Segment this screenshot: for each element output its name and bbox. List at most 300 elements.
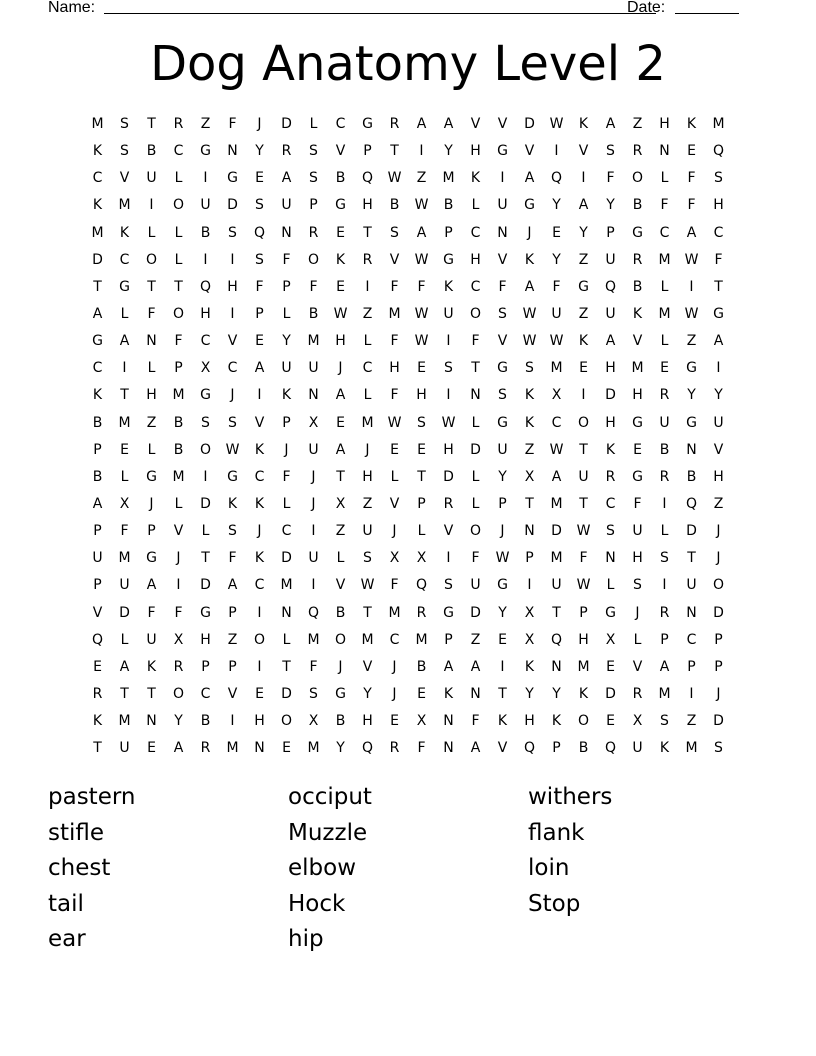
grid-cell: V	[254, 414, 265, 431]
grid-cell: R	[416, 604, 427, 621]
grid-cell: P	[444, 224, 453, 241]
grid-cell: G	[713, 305, 724, 322]
grid-cell: K	[470, 170, 481, 187]
grid-cell: A	[281, 170, 292, 187]
grid-cell: N	[497, 224, 508, 241]
grid-cell: D	[713, 713, 724, 730]
grid-cell: P	[606, 224, 615, 241]
grid-cell: U	[146, 170, 157, 187]
grid-cell: N	[605, 550, 616, 567]
grid-cell: M	[577, 658, 590, 675]
grid-cell: M	[712, 116, 725, 132]
grid-cell: R	[389, 116, 400, 132]
grid-cell: B	[659, 441, 670, 458]
grid-cell: Z	[578, 251, 589, 268]
grid-cell: S	[228, 224, 237, 241]
grid-cell: T	[579, 495, 588, 512]
grid-cell: O	[577, 414, 590, 431]
grid-cell: Q	[523, 740, 536, 757]
grid-cell: W	[333, 305, 348, 322]
grid-cell: P	[255, 305, 264, 322]
grid-cell: C	[200, 685, 211, 702]
grid-cell: S	[444, 577, 453, 594]
grid-cell: P	[228, 658, 237, 675]
grid-cell: G	[497, 360, 508, 377]
grid-cell: E	[687, 143, 696, 160]
grid-cell: A	[551, 468, 562, 485]
grid-cell: T	[363, 604, 372, 621]
grid-cell: K	[686, 116, 697, 132]
grid-cell: N	[308, 387, 319, 404]
grid-cell: Z	[335, 523, 346, 540]
grid-cell: A	[335, 387, 346, 404]
grid-cell: A	[227, 577, 238, 594]
grid-cell: D	[281, 550, 292, 567]
grid-cell: Q	[253, 224, 266, 241]
grid-cell: F	[228, 550, 237, 567]
grid-cell: I	[203, 468, 208, 485]
grid-cell: P	[309, 197, 318, 214]
grid-cell: S	[633, 577, 642, 594]
grid-cell: F	[417, 740, 426, 757]
grid-cell: S	[120, 143, 129, 160]
grid-cell: S	[390, 224, 399, 241]
grid-cell: E	[255, 170, 264, 187]
grid-cell: D	[119, 604, 130, 621]
grid-cell: E	[282, 740, 291, 757]
grid-cell: U	[605, 251, 616, 268]
grid-cell: T	[147, 685, 156, 702]
grid-cell: Q	[199, 278, 212, 295]
grid-cell: H	[416, 387, 427, 404]
grid-cell: A	[605, 116, 616, 132]
grid-cell: M	[658, 685, 671, 702]
word-item: stifle	[48, 819, 105, 846]
grid-row	[84, 603, 732, 630]
grid-cell: T	[498, 685, 507, 702]
grid-cell: M	[442, 170, 455, 187]
grid-cell: X	[524, 604, 535, 621]
grid-cell: U	[362, 523, 373, 540]
grid-cell: L	[201, 523, 210, 540]
grid-cell: X	[389, 550, 400, 567]
grid-cell: L	[120, 631, 129, 648]
grid-cell: C	[254, 577, 265, 594]
grid-cell: S	[444, 360, 453, 377]
grid-cell: C	[389, 631, 400, 648]
grid-cell: P	[579, 604, 588, 621]
grid-cell: F	[471, 713, 480, 730]
grid-cell: R	[389, 740, 400, 757]
grid-cell: J	[527, 224, 532, 241]
grid-cell: D	[605, 387, 616, 404]
grid-cell: R	[659, 387, 670, 404]
grid-cell: L	[174, 495, 183, 512]
grid-cell: E	[417, 685, 426, 702]
grid-cell: J	[716, 550, 721, 567]
grid-cell: B	[443, 197, 454, 214]
grid-cell: F	[309, 278, 318, 295]
grid-cell: U	[308, 441, 319, 458]
grid-cell: L	[660, 170, 669, 187]
grid-cell: L	[174, 251, 183, 268]
grid-cell: R	[632, 251, 643, 268]
date-blank[interactable]	[675, 13, 739, 14]
grid-cell: V	[227, 333, 238, 350]
grid-cell: L	[660, 333, 669, 350]
grid-cell: F	[660, 197, 669, 214]
grid-cell: G	[632, 468, 643, 485]
grid-cell: W	[414, 305, 429, 322]
grid-row	[84, 711, 732, 738]
grid-cell: G	[605, 604, 616, 621]
grid-cell: S	[714, 170, 723, 187]
grid-cell: W	[522, 333, 537, 350]
grid-cell: S	[498, 305, 507, 322]
grid-row	[84, 738, 732, 765]
grid-cell: N	[254, 740, 265, 757]
grid-cell: O	[631, 170, 644, 187]
grid-cell: R	[632, 685, 643, 702]
grid-cell: V	[119, 170, 130, 187]
grid-cell: U	[605, 305, 616, 322]
grid-cell: E	[660, 360, 669, 377]
grid-cell: Y	[282, 333, 291, 350]
grid-cell: P	[687, 658, 696, 675]
grid-cell: N	[524, 523, 535, 540]
grid-cell: T	[363, 224, 372, 241]
grid-row	[84, 331, 732, 358]
name-blank[interactable]	[104, 13, 656, 14]
word-item: Muzzle	[288, 819, 368, 846]
grid-cell: R	[659, 604, 670, 621]
grid-cell: W	[684, 305, 699, 322]
grid-cell: U	[119, 740, 130, 757]
grid-cell: V	[389, 495, 400, 512]
grid-cell: U	[497, 197, 508, 214]
grid-cell: U	[281, 360, 292, 377]
grid-cell: O	[280, 713, 293, 730]
grid-cell: W	[387, 414, 402, 431]
grid-cell: H	[146, 387, 157, 404]
grid-cell: Y	[336, 740, 345, 757]
grid-cell: M	[280, 577, 293, 594]
grid-cell: D	[524, 116, 535, 132]
grid-cell: G	[200, 387, 211, 404]
grid-cell: L	[120, 305, 129, 322]
grid-cell: A	[659, 658, 670, 675]
grid-cell: X	[335, 495, 346, 512]
grid-cell: U	[119, 577, 130, 594]
grid-cell: Q	[91, 631, 104, 648]
grid-cell: W	[549, 333, 564, 350]
grid-cell: H	[389, 360, 400, 377]
grid-cell: K	[92, 197, 103, 214]
grid-cell: U	[632, 740, 643, 757]
grid-cell: Y	[687, 387, 696, 404]
grid-cell: J	[716, 685, 721, 702]
grid-cell: I	[257, 658, 262, 675]
grid-cell: B	[578, 740, 589, 757]
grid-cell: L	[417, 523, 426, 540]
grid-cell: I	[203, 251, 208, 268]
grid-cell: M	[658, 251, 671, 268]
grid-cell: A	[605, 333, 616, 350]
grid-cell: S	[417, 414, 426, 431]
grid-cell: X	[119, 495, 130, 512]
grid-cell: B	[389, 197, 400, 214]
grid-cell: U	[497, 441, 508, 458]
grid-cell: H	[632, 387, 643, 404]
grid-cell: X	[524, 468, 535, 485]
grid-cell: P	[363, 143, 372, 160]
grid-cell: T	[147, 278, 156, 295]
word-item: chest	[48, 855, 111, 882]
grid-cell: S	[498, 387, 507, 404]
grid-cell: L	[174, 170, 183, 187]
grid-cell: Y	[363, 685, 372, 702]
grid-cell: F	[255, 278, 264, 295]
grid-cell: I	[257, 604, 262, 621]
grid-cell: N	[551, 658, 562, 675]
grid-cell: T	[417, 468, 426, 485]
grid-cell: M	[631, 360, 644, 377]
grid-row	[84, 575, 732, 602]
page-title: Dog Anatomy Level 2	[150, 36, 666, 92]
grid-cell: A	[416, 224, 427, 241]
grid-cell: H	[659, 116, 670, 132]
grid-cell: J	[311, 468, 316, 485]
grid-cell: K	[524, 658, 535, 675]
grid-cell: X	[605, 631, 616, 648]
grid-cell: X	[551, 387, 562, 404]
grid-cell: N	[686, 604, 697, 621]
grid-cell: U	[200, 197, 211, 214]
grid-cell: H	[470, 251, 481, 268]
grid-cell: K	[632, 305, 643, 322]
grid-cell: R	[308, 224, 319, 241]
grid-cell: H	[605, 360, 616, 377]
grid-cell: D	[281, 116, 292, 132]
grid-cell: L	[120, 468, 129, 485]
grid-cell: Y	[714, 387, 723, 404]
grid-cell: N	[443, 740, 454, 757]
grid-cell: Y	[552, 685, 561, 702]
grid-cell: I	[257, 387, 262, 404]
grid-cell: S	[201, 414, 210, 431]
grid-cell: O	[712, 577, 725, 594]
grid-cell: S	[255, 197, 264, 214]
grid-cell: C	[713, 224, 724, 241]
grid-cell: T	[93, 740, 102, 757]
grid-cell: V	[497, 333, 508, 350]
grid-cell: B	[335, 713, 346, 730]
grid-cell: W	[549, 116, 564, 132]
grid-cell: A	[578, 197, 589, 214]
grid-cell: I	[662, 495, 667, 512]
grid-cell: P	[93, 441, 102, 458]
grid-cell: A	[335, 441, 346, 458]
grid-cell: L	[660, 523, 669, 540]
grid-cell: H	[227, 278, 238, 295]
word-column	[48, 780, 268, 958]
grid-row	[84, 413, 732, 440]
grid-cell: D	[227, 197, 238, 214]
grid-cell: I	[581, 170, 586, 187]
grid-cell: D	[686, 523, 697, 540]
grid-cell: E	[606, 658, 615, 675]
word-item: withers	[528, 784, 613, 810]
grid-cell: Q	[604, 278, 617, 295]
grid-cell: I	[122, 360, 127, 377]
grid-cell: H	[470, 143, 481, 160]
grid-cell: K	[92, 143, 103, 160]
grid-cell: C	[173, 143, 184, 160]
grid-cell: N	[443, 713, 454, 730]
grid-cell: V	[443, 523, 454, 540]
grid-cell: T	[579, 441, 588, 458]
word-item: elbow	[288, 855, 357, 882]
grid-cell: G	[362, 116, 373, 132]
grid-cell: E	[336, 278, 345, 295]
grid-cell: F	[147, 604, 156, 621]
grid-cell: R	[92, 685, 103, 702]
grid-cell: S	[120, 116, 129, 132]
grid-cell: K	[254, 550, 265, 567]
grid-cell: G	[92, 333, 103, 350]
grid-cell: S	[660, 550, 669, 567]
grid-cell: L	[471, 197, 480, 214]
grid-cell: M	[118, 414, 131, 431]
grid-cell: L	[633, 631, 642, 648]
grid-cell: G	[335, 685, 346, 702]
grid-cell: P	[444, 631, 453, 648]
grid-cell: H	[362, 713, 373, 730]
grid-cell: G	[119, 278, 130, 295]
grid-cell: M	[388, 604, 401, 621]
grid-cell: H	[605, 414, 616, 431]
grid-cell: E	[255, 685, 264, 702]
grid-cell: B	[92, 468, 103, 485]
grid-cell: K	[281, 387, 292, 404]
word-column	[288, 780, 508, 958]
grid-cell: T	[714, 278, 723, 295]
grid-cell: M	[550, 550, 563, 567]
grid-cell: E	[390, 441, 399, 458]
grid-cell: T	[282, 658, 291, 675]
grid-cell: F	[498, 278, 507, 295]
grid-cell: G	[632, 224, 643, 241]
grid-cell: U	[443, 305, 454, 322]
grid-cell: T	[147, 116, 156, 132]
grid-cell: E	[417, 441, 426, 458]
grid-cell: K	[119, 224, 130, 241]
grid-cell: D	[713, 604, 724, 621]
grid-cell: K	[524, 414, 535, 431]
grid-cell: W	[441, 414, 456, 431]
grid-cell: V	[497, 251, 508, 268]
date-label: Date:	[627, 0, 666, 16]
grid-cell: P	[282, 414, 291, 431]
word-item: occiput	[288, 784, 372, 810]
grid-cell: A	[146, 577, 157, 594]
grid-cell: X	[632, 713, 643, 730]
grid-cell: C	[470, 224, 481, 241]
grid-cell: W	[522, 305, 537, 322]
grid-cell: S	[309, 170, 318, 187]
grid-cell: J	[716, 523, 721, 540]
grid-cell: A	[416, 116, 427, 132]
grid-cell: K	[497, 713, 508, 730]
grid-row	[84, 168, 732, 195]
grid-cell: G	[146, 468, 157, 485]
grid-cell: A	[443, 658, 454, 675]
grid-cell: K	[92, 387, 103, 404]
grid-cell: H	[713, 468, 724, 485]
grid-cell: Y	[525, 685, 534, 702]
grid-cell: Z	[362, 495, 373, 512]
grid-cell: X	[200, 360, 211, 377]
grid-cell: D	[470, 441, 481, 458]
grid-cell: I	[446, 333, 451, 350]
grid-cell: M	[91, 116, 104, 132]
grid-cell: G	[524, 197, 535, 214]
word-item: Stop	[528, 890, 581, 917]
grid-cell: Z	[416, 170, 427, 187]
grid-cell: Z	[470, 631, 481, 648]
grid-cell: Q	[550, 631, 563, 648]
grid-cell: Y	[498, 468, 507, 485]
grid-cell: G	[497, 143, 508, 160]
grid-cell: W	[387, 170, 402, 187]
grid-cell: J	[500, 523, 505, 540]
grid-cell: U	[146, 631, 157, 648]
name-label: Name:	[48, 0, 96, 16]
grid-cell: G	[578, 278, 589, 295]
grid-row	[84, 494, 732, 521]
grid-cell: G	[146, 550, 157, 567]
grid-cell: G	[200, 143, 211, 160]
grid-row	[84, 684, 732, 711]
grid-cell: G	[686, 414, 697, 431]
grid-cell: G	[200, 604, 211, 621]
grid-cell: U	[551, 305, 562, 322]
grid-cell: B	[173, 414, 184, 431]
grid-cell: S	[525, 360, 534, 377]
grid-cell: D	[443, 468, 454, 485]
grid-cell: T	[93, 278, 102, 295]
grid-cell: N	[146, 713, 157, 730]
grid-cell: A	[524, 170, 535, 187]
grid-cell: T	[390, 143, 399, 160]
grid-cell: L	[471, 414, 480, 431]
grid-cell: R	[362, 251, 373, 268]
grid-cell: S	[228, 523, 237, 540]
grid-cell: M	[361, 631, 374, 648]
grid-cell: Z	[524, 441, 535, 458]
grid-cell: Y	[174, 713, 183, 730]
grid-cell: S	[255, 251, 264, 268]
grid-cell: T	[471, 360, 480, 377]
grid-cell: O	[172, 305, 185, 322]
grid-cell: U	[92, 550, 103, 567]
grid-cell: Q	[361, 170, 374, 187]
grid-cell: G	[497, 577, 508, 594]
grid-cell: H	[524, 713, 535, 730]
grid-cell: Y	[579, 224, 588, 241]
grid-cell: L	[471, 468, 480, 485]
grid-cell: G	[227, 170, 238, 187]
